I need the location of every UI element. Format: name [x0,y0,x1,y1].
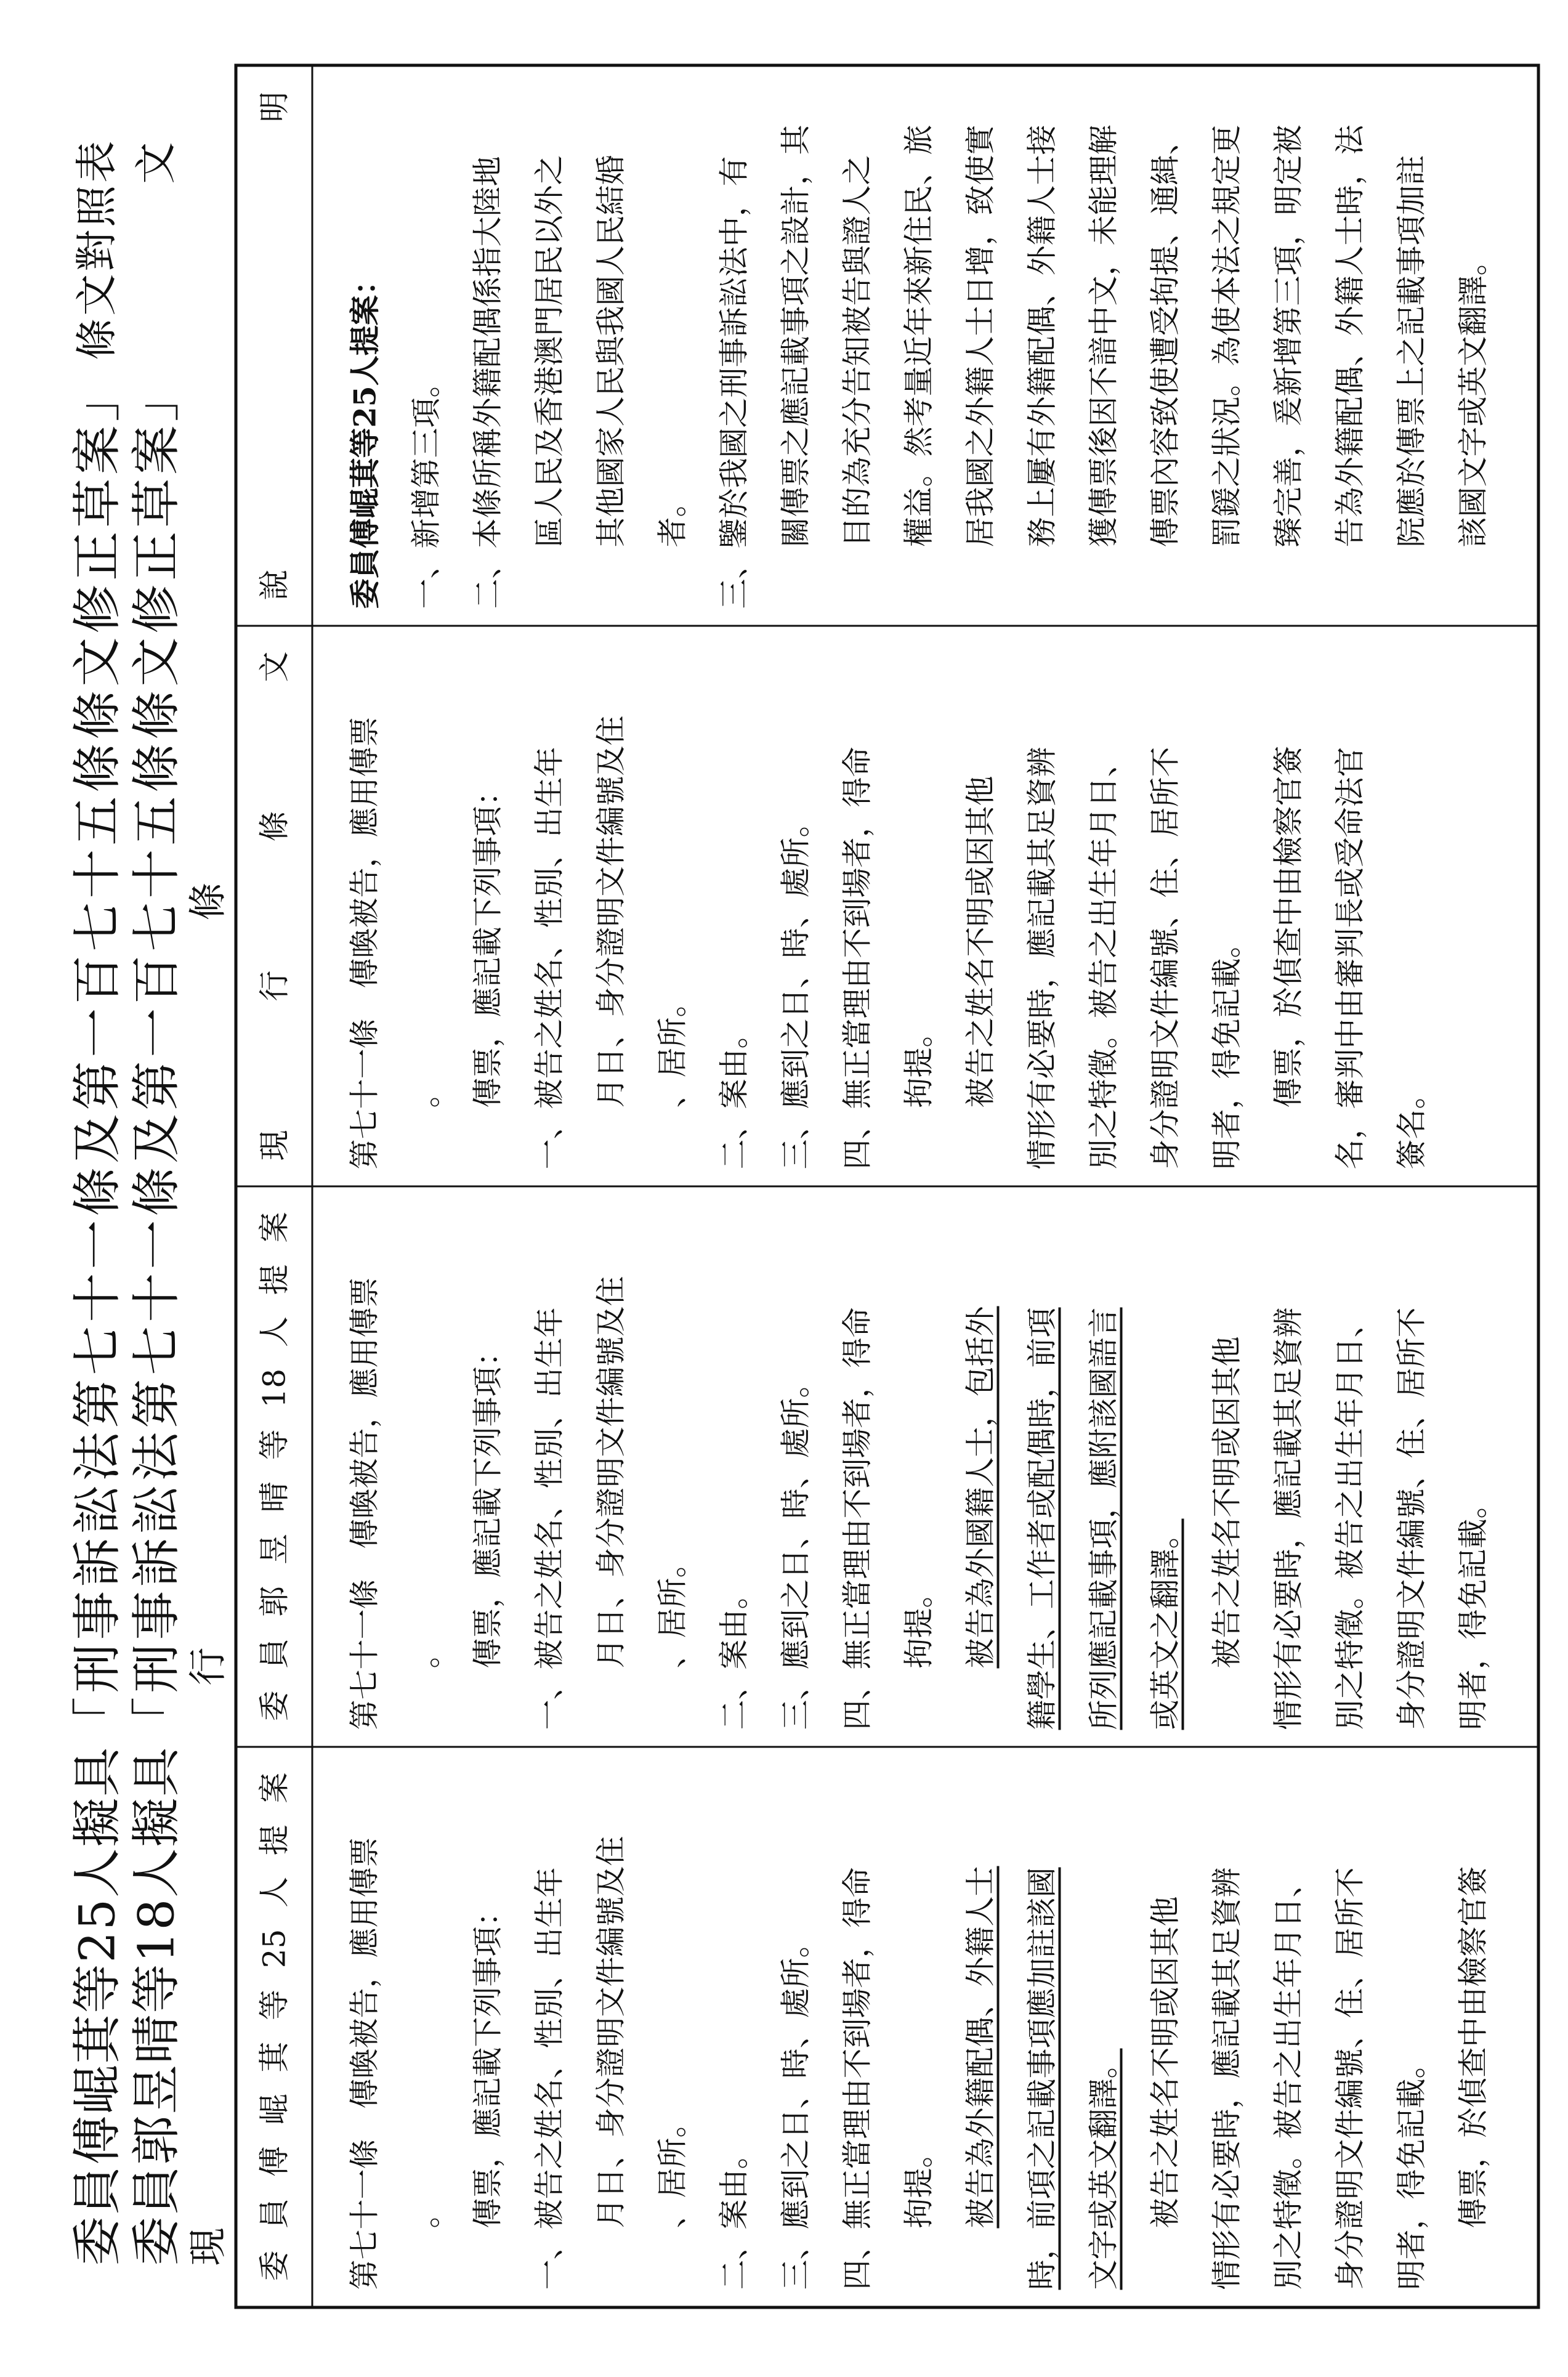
c4-line: 務上屢有外籍配偶、外籍人士接 [1024,124,1060,548]
c3-line: 傳票，於偵查中由檢察官簽 [1271,745,1306,1108]
c2-line: 四、無正當理由不到場者，得命 [839,1307,875,1730]
c4-line: 罰鍰之狀況。為使本法之規定更 [1209,124,1245,548]
c2-line-underlined: 或英文之翻譯。 [1147,1518,1183,1730]
c4-line: 關傳票之應記載事項之設計，其 [778,124,814,548]
c2-line: 身分證明文件編號、住、居所不 [1394,1307,1429,1730]
col-3-cell [312,626,1538,1186]
c3-line: 明者，得免記載。 [1209,928,1245,1170]
title-line-1-end: 條文對照表 [73,138,122,360]
c1-line: 身分證明文件編號、住、居所不 [1332,1867,1368,2290]
c1-line: 。 [408,2198,444,2229]
c3-line: 別之特徵。被告之出生年月日、 [1086,747,1121,1170]
c4-line: 三、鑒於我國之刑事訴訟法中，有 [716,156,752,609]
c1-line: 第七十一條 傳喚被告，應用傳票 [347,1837,382,2290]
c3-line: 名，審判中由審判長或受命法官 [1332,747,1368,1170]
c4-line: 權益。然考量近年來新住民、旅 [901,124,937,548]
title-line-1 [68,110,127,2266]
c1-line: 月日、身分證明文件編號及住 [593,1836,629,2229]
c4-line: 二、本條所稱外籍配偶係指大陸地 [470,156,506,609]
header-col-4: 說明 [236,65,312,626]
c4-line: 告為外籍配偶、外籍人士時，法 [1332,124,1368,548]
c2-line: 拘提。 [901,1577,937,1669]
c3-line: 被告之姓名不明或因其他 [963,775,998,1108]
c4-line: 該國文字或英文翻譯。 [1455,245,1491,548]
c4-line: 區人民及香港澳門居民以外之 [531,155,567,548]
title-line-3 [187,110,230,2266]
c1-line: 明者，得免記載。 [1394,2048,1429,2290]
c2-line: 月日、身分證明文件編號及住 [593,1276,629,1669]
c3-line: 月日、身分證明文件編號及住 [593,715,629,1108]
c4-line: 臻完善，爰新增第三項，明定被 [1271,124,1306,548]
title-line-2-suffix: 「刑事訴訟法第七十一條及第一百七十五條條文修正草案」 [127,368,185,1746]
col-1-cell [312,1747,1538,2307]
c4-line: 院應於傳票上之記載事項加註 [1394,155,1429,548]
c2-line-underlined: 所列應記載事項，應附該國語言 [1086,1307,1121,1730]
c4-line: 傳票內容致使遭受拘提、通緝、 [1147,124,1183,548]
c3-line: 二、案由。 [716,1018,752,1170]
c2-line: 明者，得免記載。 [1455,1488,1491,1730]
c4-line: 居我國之外籍人士日增，致使實 [963,124,998,548]
c2-line: 傳票，應記載下列事項： [470,1336,506,1669]
c1-line-underlined: 文字或英文翻譯。 [1086,2048,1121,2290]
title-line-3-c: 條 [185,882,230,921]
header-col-1: 委員傅崐萁等25人提案 [236,1747,312,2307]
c4-line: 目的為充分告知被告與證人之 [839,155,875,548]
c1-line: 情形有必要時，應記載其足資辨 [1209,1867,1245,2290]
rotated-sheet [1,0,1568,2377]
c2-line: 二、案由。 [716,1579,752,1730]
c1-line: 一、被告之姓名、性別、出生年 [531,1867,567,2290]
c2-line: 別之特徵。被告之出生年月日、 [1332,1307,1368,1730]
title-line-3-b: 行 [185,1647,230,1686]
c3-line: 一、被告之姓名、性別、出生年 [531,747,567,1170]
c1-line: 三、應到之日、時、處所。 [778,1927,814,2290]
c3-line: 第七十一條 傳喚被告，應用傳票 [347,716,382,1170]
c1-line: 二、案由。 [716,2139,752,2290]
c3-line: 傳票，應記載下列事項： [470,775,506,1108]
c1-line: 傳票，應記載下列事項： [470,1896,506,2229]
comparison-table [235,64,1540,2309]
col-2-cell [312,1186,1538,1747]
c3-line: 三、應到之日、時、處所。 [778,807,814,1170]
c1-line-underlined: 時，前項之記載事項應加註該國 [1024,1867,1060,2290]
c3-line: 拘提。 [901,1017,937,1108]
c4-line: 獲傳票後因不諳中文，未能理解 [1086,124,1121,548]
title-line-3-a: 現 [185,2227,230,2266]
table-header-row [236,65,312,2307]
c1-line: 拘提。 [901,2137,937,2229]
c1-line: 四、無正當理由不到場者，得命 [839,1867,875,2290]
title-line-2-end: 文 [132,139,181,184]
c1-line: 別之特徵。被告之出生年月日、 [1271,1867,1306,2290]
c1-line-underlined: 被告為外籍配偶、外籍人士 [963,1866,998,2229]
c1-line: 、居所。 [655,2107,690,2229]
c2-line: 一、被告之姓名、性別、出生年 [531,1307,567,1730]
document-title [68,110,230,2266]
c2-line: 第七十一條 傳喚被告，應用傳票 [347,1277,382,1730]
c3-line: 情形有必要時，應記載其足資辨 [1024,747,1060,1170]
c3-line: 身分證明文件編號、住、居所不 [1147,747,1183,1170]
c2-line-underlined: 被告為外國籍人士，包括外 [963,1306,998,1669]
c2-line: 、居所。 [655,1547,690,1669]
c4-line: 一、新增第三項。 [408,367,444,609]
c2-line: 情形有必要時，應記載其足資辨 [1271,1307,1306,1730]
header-col-2: 委員郭昱晴等18人提案 [236,1186,312,1747]
title-line-1-suffix: 「刑事訴訟法第七十一條及第一百七十五條條文修正草案」 [68,368,126,1746]
title-line-1-prefix: 委員傅崐萁等25人擬具 [68,1746,126,2266]
table-body-row [312,65,1538,2307]
c4-line: 者。 [655,487,690,548]
c3-line: 簽名。 [1394,1079,1429,1170]
c1-line: 被告之姓名不明或因其他 [1147,1896,1183,2229]
header-col-3: 現行條文 [236,626,312,1186]
c3-line: 四、無正當理由不到場者，得命 [839,747,875,1170]
c4-line: 其他國家人民與我國人民結婚 [593,155,629,548]
c3-line: 。 [408,1077,444,1108]
col-4-cell [312,65,1538,626]
c3-line: 、居所。 [655,987,690,1108]
title-line-2-prefix: 委員郭昱晴等18人擬具 [127,1746,185,2266]
c2-line: 三、應到之日、時、處所。 [778,1367,814,1730]
c2-line: 。 [408,1638,444,1669]
c2-line: 被告之姓名不明或因其他 [1209,1336,1245,1669]
c4-line-heading: 委員傅崐萁等25人提案： [347,265,383,609]
c2-line-underlined: 籍學生、工作者或配偶時，前項 [1024,1307,1060,1730]
c1-line: 傳票，於偵查中由檢察官簽 [1455,1866,1491,2229]
title-line-2 [127,110,187,2266]
